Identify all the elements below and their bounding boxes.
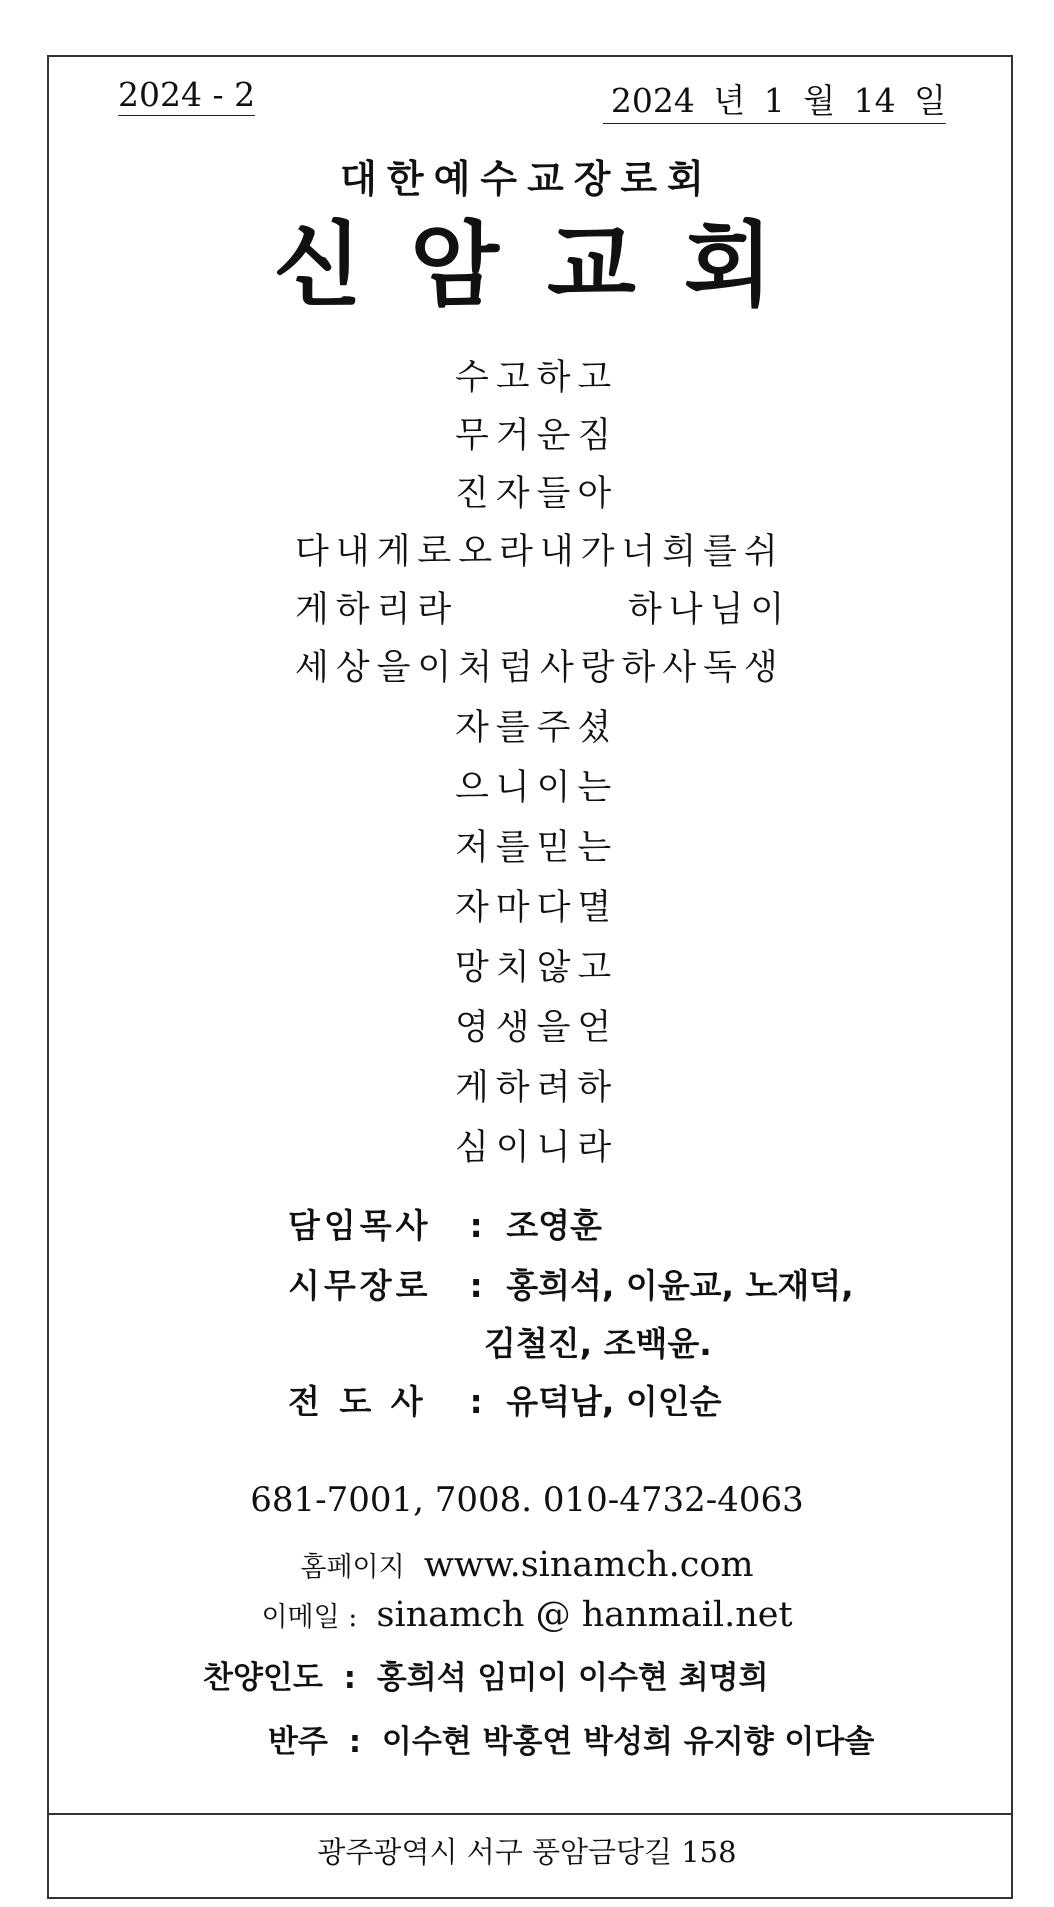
homepage-label: 홈페이지 bbox=[300, 1552, 405, 1583]
verse-line: 게하리라 bbox=[295, 590, 459, 630]
staff-separator: : bbox=[469, 1206, 483, 1245]
staff-separator: : bbox=[469, 1266, 483, 1305]
date-day: 14 bbox=[853, 81, 896, 120]
denomination: 대한예수교장로회 bbox=[340, 157, 714, 201]
staff-label: 전 도 사 bbox=[288, 1382, 427, 1421]
staff-value: 조영훈 bbox=[506, 1206, 602, 1245]
church-name: 신암교회 bbox=[273, 212, 821, 319]
accompanist-label: 반주 bbox=[268, 1724, 328, 1760]
verse-line: 으니이는 bbox=[455, 768, 619, 808]
verse-line: 세상을이처럼사랑하사독생 bbox=[295, 648, 785, 688]
homepage-url[interactable]: www.sinamch.com bbox=[423, 1545, 754, 1585]
verse-line: 수고하고 bbox=[455, 358, 619, 398]
phone-numbers: 681-7001, 7008. 010-4732-4063 bbox=[250, 1480, 804, 1520]
choir-separator: : bbox=[343, 1660, 356, 1696]
verse-line: 다내게로오라내가너희를쉬 bbox=[295, 532, 785, 572]
staff-elders-continued bbox=[484, 1318, 712, 1365]
staff-value: 홍희석, 이윤교, 노재덕, bbox=[506, 1266, 854, 1305]
accompanist-names: 이수현 박홍연 박성희 유지향 이다솔 bbox=[381, 1724, 875, 1760]
staff-separator: : bbox=[469, 1382, 483, 1421]
church-address: 광주광역시 서구 풍암금당길 158 bbox=[317, 1835, 737, 1869]
date-month: 1 bbox=[763, 81, 785, 120]
date-year: 2024 bbox=[610, 81, 695, 120]
footer-divider bbox=[47, 1813, 1013, 1815]
verse-line: 자를주셨 bbox=[455, 708, 619, 748]
choir-names: 홍희석 임미이 이수현 최명희 bbox=[376, 1660, 769, 1696]
homepage-line bbox=[0, 1545, 1054, 1585]
email-address[interactable]: sinamch @ hanmail.net bbox=[376, 1595, 793, 1635]
staff-evangelist bbox=[288, 1376, 722, 1423]
bulletin-serial: 2024 - 2 bbox=[118, 75, 256, 114]
verse-line: 심이니라 bbox=[455, 1128, 619, 1168]
accompanists bbox=[268, 1716, 874, 1761]
staff-pastor bbox=[288, 1200, 602, 1247]
email-line bbox=[0, 1595, 1054, 1635]
choir-label: 찬양인도 bbox=[203, 1660, 323, 1696]
date-day-unit: 일 bbox=[914, 81, 946, 120]
verse-line: 저를믿는 bbox=[455, 828, 619, 868]
staff-value: 김철진, 조백윤. bbox=[484, 1324, 712, 1363]
staff-label: 시무장로 bbox=[288, 1266, 432, 1305]
accompanist-separator: : bbox=[348, 1724, 362, 1760]
verse-line: 하나님이 bbox=[628, 590, 792, 630]
staff-value: 유덕남, 이인순 bbox=[506, 1382, 722, 1421]
date-year-unit: 년 bbox=[713, 81, 746, 120]
verse-line: 망치않고 bbox=[455, 948, 619, 988]
verse-line: 게하려하 bbox=[455, 1068, 619, 1108]
verse-line: 자마다멸 bbox=[455, 888, 619, 928]
verse-line: 진자들아 bbox=[455, 474, 619, 514]
staff-elders bbox=[288, 1260, 854, 1307]
staff-label: 담임목사 bbox=[288, 1206, 432, 1245]
date-month-unit: 월 bbox=[803, 81, 836, 120]
choir-leaders bbox=[203, 1652, 769, 1697]
verse-line: 무거운짐 bbox=[455, 416, 619, 456]
bulletin-date bbox=[603, 75, 946, 124]
email-label: 이메일 : bbox=[261, 1602, 358, 1633]
verse-line: 영생을얻 bbox=[455, 1008, 619, 1048]
